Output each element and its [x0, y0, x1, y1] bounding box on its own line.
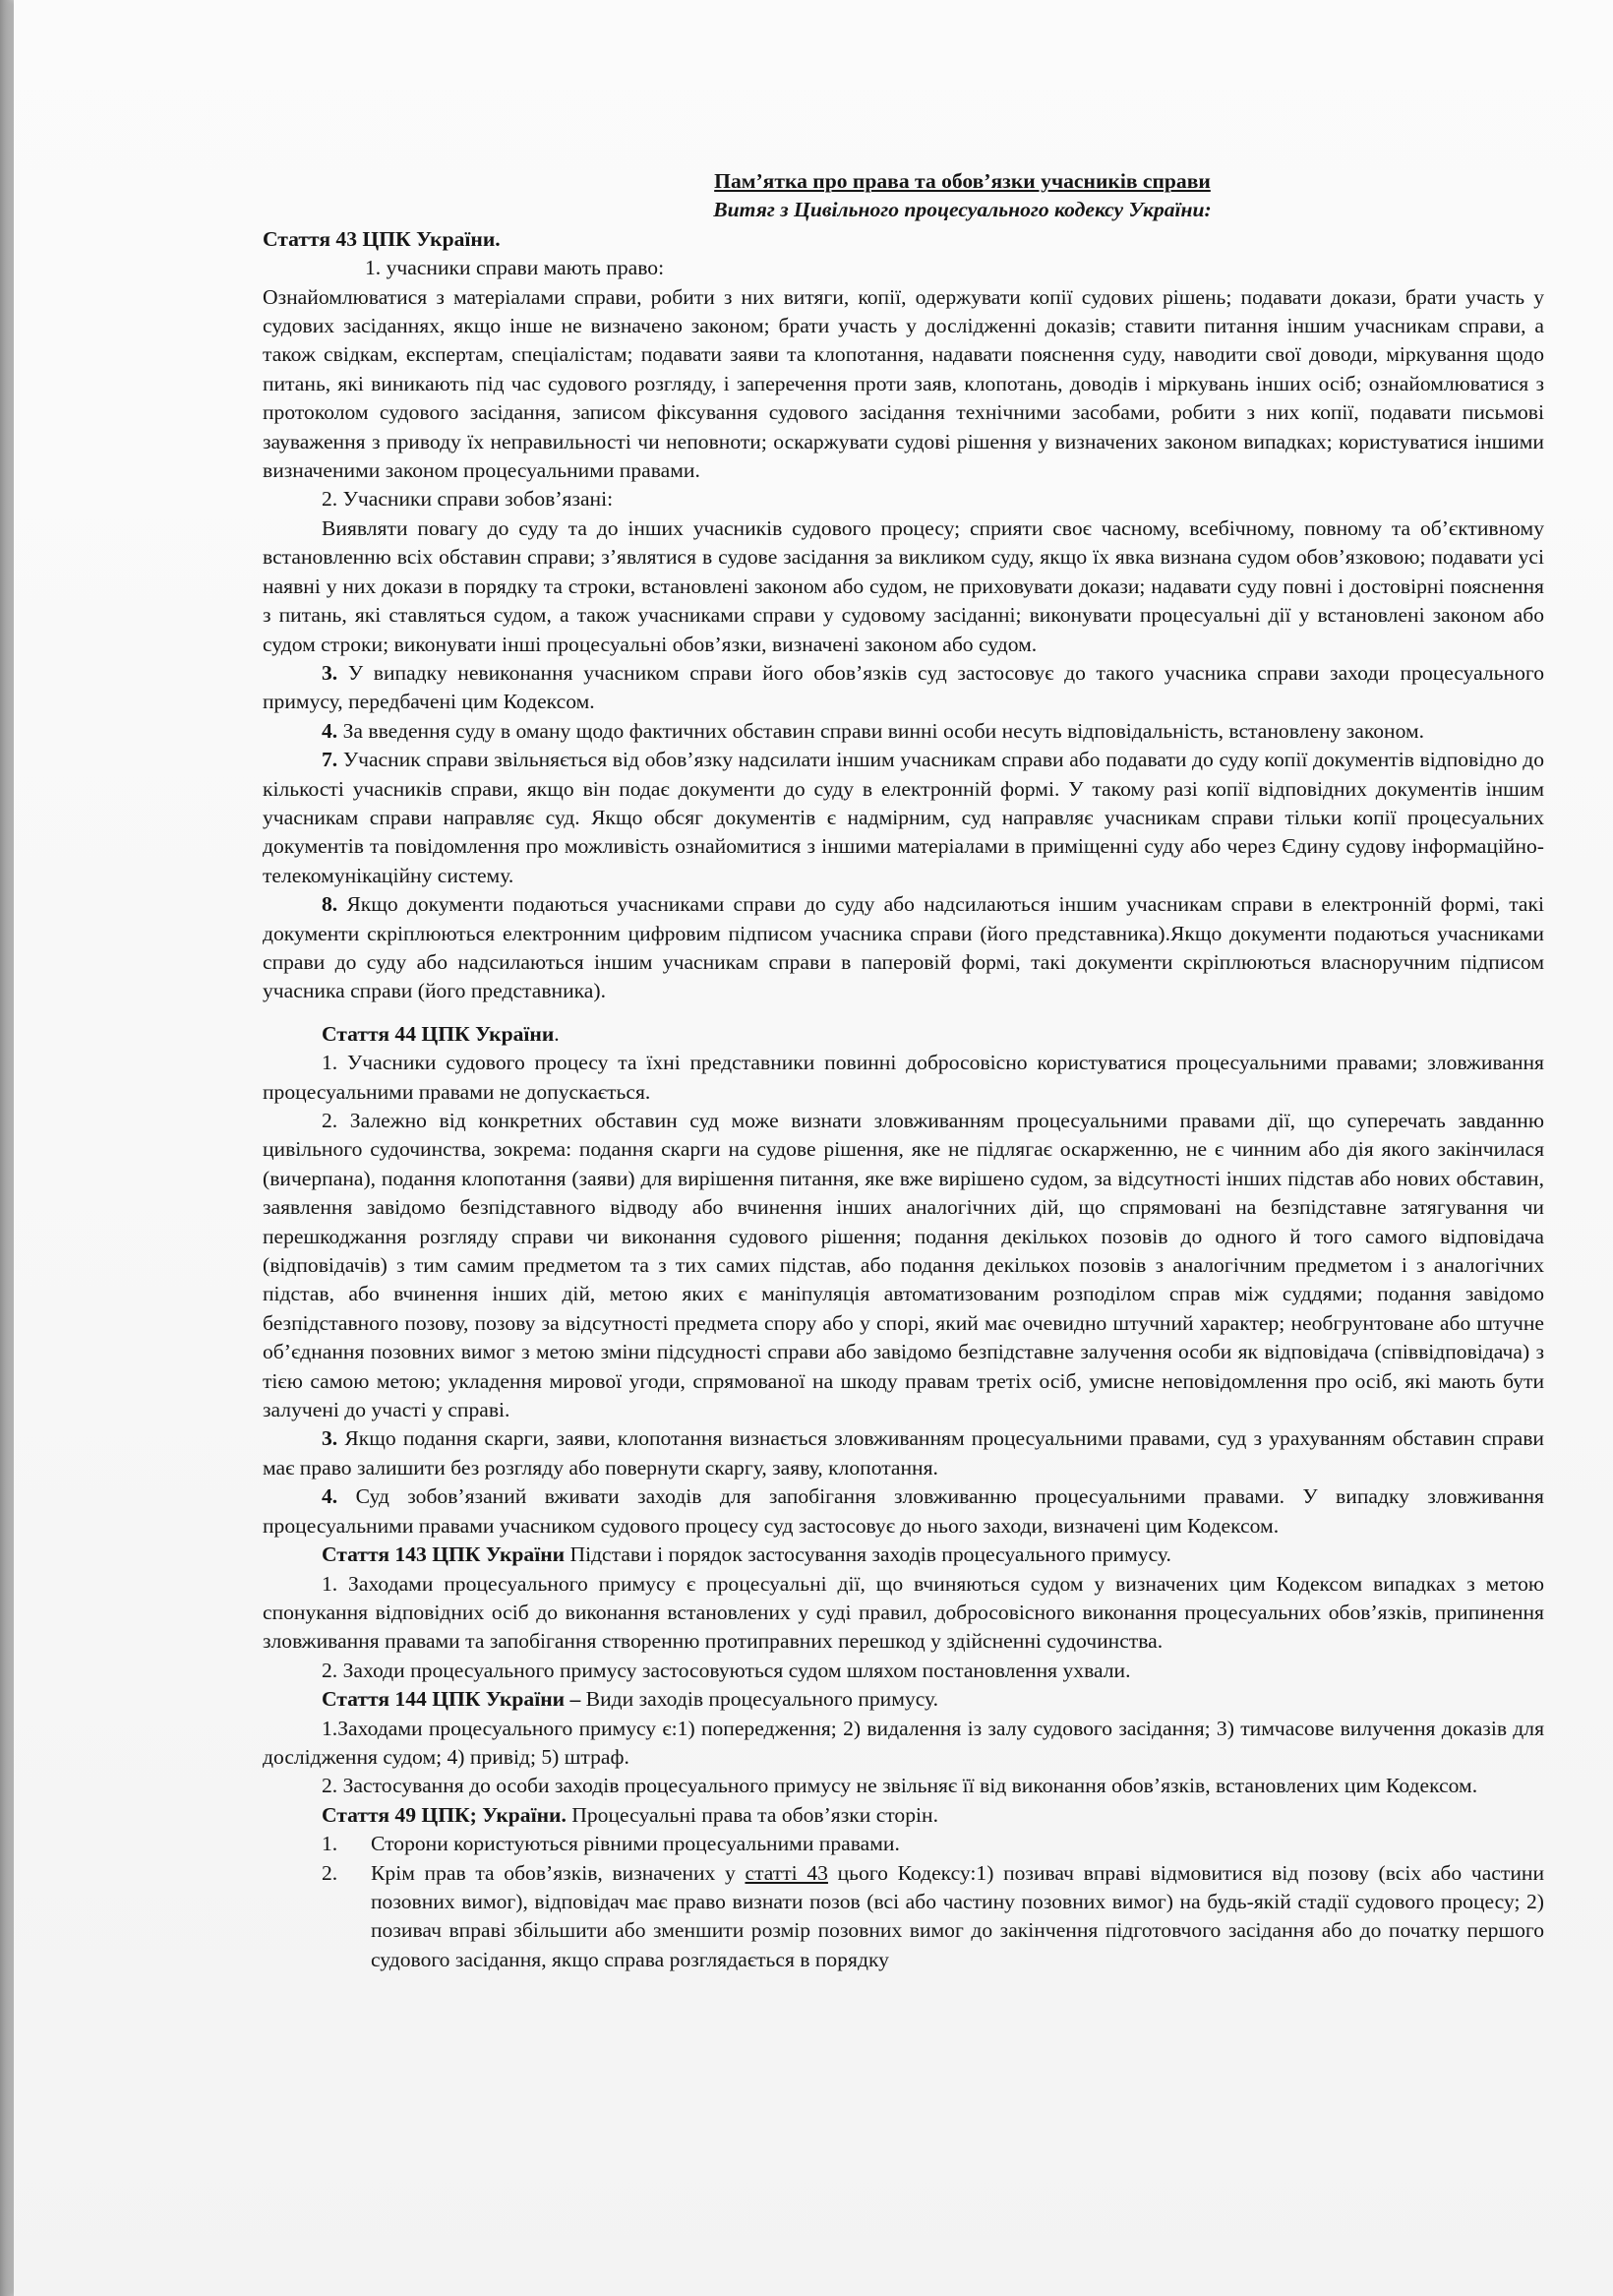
article-43-heading: Стаття 43 ЦПК України. — [263, 226, 501, 251]
article-43-p1-lead: 1. учасники справи мають право: — [365, 256, 665, 280]
article-44-p3-text: Якщо подання скарги, заяви, клопотання визнається зловживанням процесуальними правами, суд з урахуванням обставин справи має право залишити без розгляду або повернути скаргу, заяву, клопотання. — [263, 1426, 1544, 1480]
article-43-p8 — [263, 890, 1544, 1006]
article-43-p3-num: 3. — [322, 660, 338, 685]
article-143-heading-rest: Підстави і порядок застосування заходів процесуального примусу. — [565, 1542, 1171, 1567]
article-44-heading-dot: . — [554, 1021, 560, 1046]
article-143-heading — [263, 1541, 1544, 1569]
article-49-item-1 — [263, 1830, 1544, 1858]
article-43-p4 — [263, 717, 1544, 746]
article-44-p4-text: Суд зобов’язаний вживати заходів для запобігання зловживанню процесуальними правами. У випадку зловживання процесуальними правами учасником судового процесу суд застосовує до нього заходи, визначені цим Кодексом. — [263, 1484, 1544, 1538]
article-44-heading-text: Стаття 44 ЦПК України — [322, 1021, 555, 1046]
article-43-p8-text: Якщо документи подаються учасниками справи до суду або надсилаються іншим учасникам справи в електронній формі, такі документи скріплюються електронним цифровим підписом учасника справи (його представника).Якщо документи подаються учасниками справи до суду або надсилаються іншим учасникам справи в паперовій формі, такі документи скріплюються власноручним підписом учасника справи (його представника). — [263, 892, 1544, 1003]
article-43-p8-num: 8. — [322, 892, 338, 917]
article-144-heading-rest: Види заходів процесуального примусу. — [580, 1687, 939, 1712]
article-49-item-1-text: Сторони користуються рівними процесуальними правами. — [371, 1832, 900, 1856]
article-144-p1: 1.Заходами процесуального примусу є:1) попередження; 2) видалення із залу судового засідання; 3) тимчасове вилучення доказів для дослідження судом; 4) привід; 5) штраф. — [263, 1716, 1544, 1769]
article-143-p1: 1. Заходами процесуального примусу є процесуальні дії, що вчиняються судом у визначених цим Кодексом випадках з метою спонукання відповідних осіб до виконання встановлених у суді правил, добросовісного виконання процесуальних обов’язків, припинення зловживання правами та запобігання створенню протиправних перешкод у здійсненні судочинства. — [263, 1571, 1544, 1654]
article-43-p3-text: У випадку невиконання учасником справи його обов’язків суд застосовує до такого учасника справи заходи процесуального примусу, передбачені цим Кодексом. — [263, 660, 1544, 714]
article-44-heading — [263, 1020, 1544, 1049]
document-title: Пам’ятка про права та обов’язки учасників справи — [714, 169, 1211, 193]
article-49-item-2-num: 2. — [322, 1860, 338, 1885]
article-43-p7 — [263, 746, 1544, 890]
article-43-p2-lead: 2. Учасники справи зобов’язані: — [322, 487, 614, 512]
document-content — [263, 167, 1544, 1974]
article-43-p3 — [263, 659, 1544, 717]
article-143-heading-text: Стаття 143 ЦПК України — [322, 1542, 566, 1567]
article-49-heading — [263, 1801, 1544, 1830]
article-49-item-1-num: 1. — [322, 1832, 338, 1856]
article-44-p4 — [263, 1482, 1544, 1541]
article-143-p2: 2. Заходи процесуального примусу застосовуються судом шляхом постановлення ухвали. — [322, 1658, 1131, 1682]
article-44-p4-num: 4. — [322, 1484, 338, 1509]
article-44-p2: 2. Залежно від конкретних обставин суд може визнати зловживанням процесуальними правами дії, що суперечать завданню цивільного судочинства, зокрема: подання скарги на судове рішення, яке не підлягає оскарженню, не є чинним або дія якого закінчилася (вичерпана), подання клопотання (заяви) для вирішення питання, яке вже вирішено судом, за відсутності інших підстав або нових обставин, заявлення завідомо безпідставного відводу або вчинення інших аналогічних дій, що спрямовані на безпідставне затягування чи перешкоджання розгляду справи чи виконання судового рішення; подання декількох позовів до одного й того самого відповідача (відповідачів) з тим самим предметом та з тих самих підстав, або подання декількох позовів з аналогічним предметом і з аналогічних підстав, або вчинення інших дій, метою яких є маніпуляція автоматизованим розподілом справ між суддями; подання завідомо безпідставного позову, позову за відсутності предмета спору або у спорі, який має очевидно штучний характер; необгрунтоване або штучне об’єднання позовних вимог з метою зміни підсудності справи або завідомо безпідставне залучення особи як відповідача (співвідповідача) з тією самою метою; укладення мирової угоди, спрямованої на шкоду правам третіх осіб, умисне неповідомлення про осіб, які мають бути залучені до участі у справі. — [263, 1109, 1544, 1422]
section-gap — [263, 1006, 1544, 1020]
article-43-p2-text: Виявляти повагу до суду та до інших учасників судового процесу; сприяти своє часному, всебічному, повному та об’єктивному встановленню всіх обставин справи; з’являтися в судове засідання за викликом суду, якщо їх явка визнана судом обов’язковою; подавати усі наявні у них докази в порядку та строки, встановлені законом або судом, не приховувати докази; надавати суду повні і достовірні пояснення з питань, які ставляться судом, а також учасниками справи у судовому засіданні; виконувати процесуальні дії у встановлені законом або судом строки; виконувати інші процесуальні обов’язки, визначені законом або судом. — [263, 515, 1544, 656]
article-144-heading — [263, 1685, 1544, 1714]
article-43-p4-text: За введення суду в оману щодо фактичних обставин справи винні особи несуть відповідальність, встановлену законом. — [337, 718, 1425, 743]
article-144-p2: 2. Застосування до особи заходів процесуального примусу не звільняє її від виконання обов’язків, встановлених цим Кодексом. — [322, 1774, 1478, 1798]
document-subtitle: Витяг з Цивільного процесуального кодексу України: — [713, 198, 1212, 222]
article-49-item-2-post: цього Кодексу:1) позивач вправі відмовитися від позову (всіх або частини позовних вимог), відповідач має право визнати позов (всі або частину позовних вимог) на будь-якій стадії судового процесу; 2) позивач вправі збільшити або зменшити розмір позовних вимог до закінчення підготовчого засідання або до початку першого судового засідання, якщо справа розглядається в порядку — [371, 1860, 1544, 1971]
scan-edge — [0, 0, 14, 2296]
article-43-p4-num: 4. — [322, 718, 338, 743]
article-44-p3-num: 3. — [322, 1426, 338, 1451]
article-44-p3 — [263, 1424, 1544, 1482]
article-43-p1-text: Ознайомлюватися з матеріалами справи, робити з них витяги, копії, одержувати копії судових рішень; подавати докази, брати участь у судових засіданнях, якщо інше не визначено законом; брати участь у дослідженні доказів; ставити питання іншим учасникам справи, а також свідкам, експертам, спеціалістам; подавати заяви та клопотання, надавати пояснення суду, наводити свої доводи, міркування щодо питань, які виникають під час судового розгляду, і заперечення проти заяв, клопотань, доводів і міркувань інших осіб; ознайомлюватися з протоколом судового засідання, записом фіксування судового засідання технічними засобами, робити з них копії, подавати письмові зауваження з приводу їх неправильності чи неповноти; оскаржувати судові рішення у визначених законом випадках; користуватися іншими визначеними законом процесуальними правами. — [263, 284, 1544, 483]
article-49-item-2-pre: Крім прав та обов’язків, визначених у — [371, 1860, 746, 1885]
article-49-item-2 — [263, 1859, 1544, 1975]
article-49-heading-rest: Процесуальні права та обов’язки сторін. — [566, 1802, 938, 1827]
article-43-link[interactable]: статті 43 — [745, 1860, 828, 1885]
article-49-heading-text: Стаття 49 ЦПК; України. — [322, 1802, 567, 1827]
article-43-p7-text: Учасник справи звільняється від обов’язку надсилати іншим учасникам справи або подавати до суду копії документів відповідно до кількості учасників справи, якщо він подає документи до суду в електронній формі. У такому разі копії відповідних документів іншим учасникам справи направляє суд. Якщо обсяг документів є надмірним, суд направляє учасникам справи тільки копії процесуальних документів та повідомлення про можливість ознайомитися з іншими матеріалами в приміщенні суду або через Єдину судову інформаційно-телекомунікаційну систему. — [263, 748, 1544, 887]
article-49-item-2-text — [371, 1859, 1544, 1975]
article-44-p1: 1. Учасники судового процесу та їхні представники повинні добросовісно користуватися процесуальними правами; зловживання процесуальними правами не допускається. — [263, 1051, 1544, 1104]
article-43-p7-num: 7. — [322, 748, 338, 772]
article-144-heading-text: Стаття 144 ЦПК України – — [322, 1687, 581, 1712]
